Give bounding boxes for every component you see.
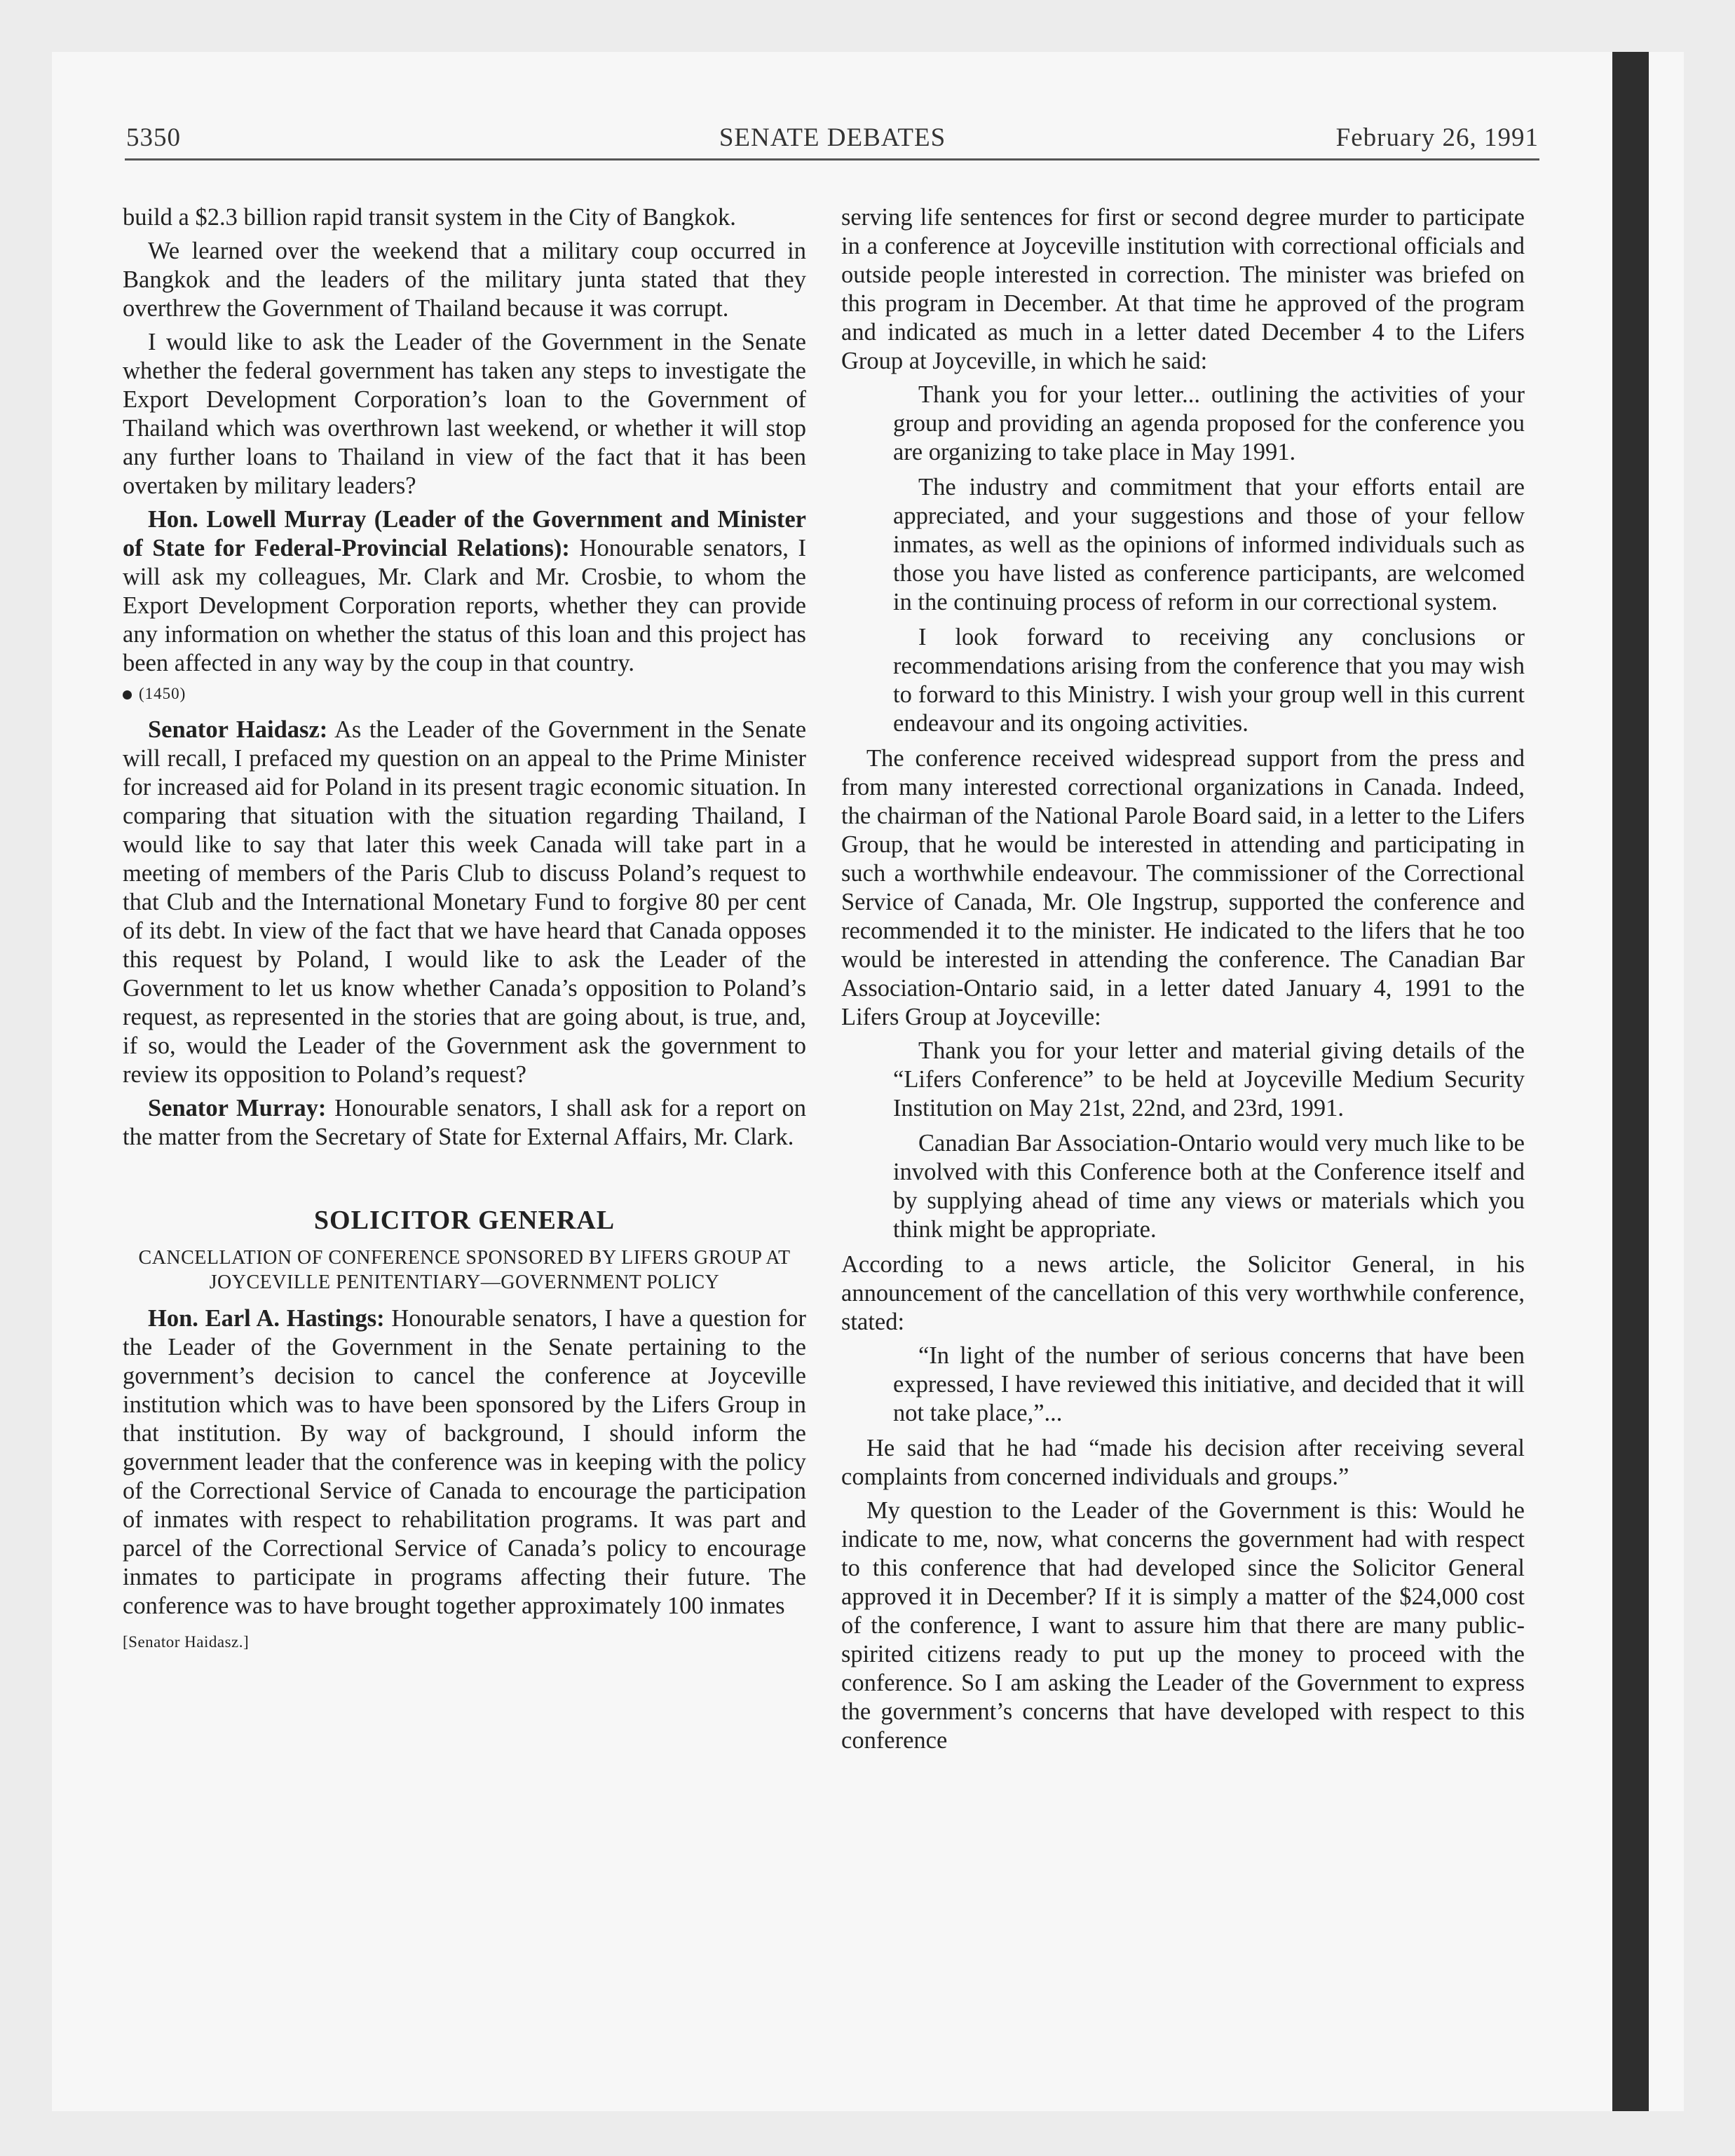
paragraph: My question to the Leader of the Government is this: Would he indicate to me, now, what concerns the government had with respect to this conference that had developed since the Solicitor General approved it in December? If it is simply a matter of the $24,000 cost of the conference, I want to assure him that there are many public-spirited citizens ready to put up the money to proceed with the conference. So I am asking the Leader of the Government to express the government’s concerns that have developed with respect to this conference bbox=[841, 1497, 1525, 1754]
binding-edge bbox=[1612, 52, 1649, 2111]
speech-hastings bbox=[123, 1304, 806, 1621]
header-rule bbox=[125, 158, 1539, 161]
paragraph: I would like to ask the Leader of the Government in the Senate whether the federal government has taken any steps to investigate the Export Development Corporation’s loan to the Government of Thailand which was overthrown last weekend, or whether it will stop any further loans to Thailand in view of the fact that it has been overtaken by military leaders? bbox=[123, 329, 806, 499]
left-column bbox=[123, 203, 806, 1653]
timestamp bbox=[123, 683, 806, 704]
paragraph: According to a news article, the Solicitor General, in his announcement of the cancellation of this very worthwhile conference, stated: bbox=[841, 1251, 1525, 1335]
speech-text: Honourable senators, I have a question for the Leader of the Government in the Senate pertaining to the government’s decision to cancel the conference at Joyceville institution which was to have been sponsored by the Lifers Group in that institution. By way of background, I should inform the government leader that the conference was in keeping with the policy of the Correctional Service of Canada to encourage the participation of inmates with respect to rehabilitation programs. It was part and parcel of the Correctional Service of Canada’s policy to encourage inmates to participate in programs affecting their future. The conference was to have brought together approximately 100 inmates bbox=[123, 1305, 806, 1619]
section-subheading: CANCELLATION OF CONFERENCE SPONSORED BY LIFERS GROUP AT JOYCEVILLE PENITENTIARY—GOVERNMENT POLICY bbox=[138, 1247, 791, 1293]
speaker-footnote: [Senator Haidasz.] bbox=[123, 1633, 250, 1651]
bullet-icon bbox=[123, 690, 132, 700]
paragraph: We learned over the weekend that a military coup occurred in Bangkok and the leaders of the military junta stated that they overthrew the Government of Thailand because it was corrupt. bbox=[123, 238, 806, 322]
block-quote: The industry and commitment that your efforts entail are appreciated, and your suggestions and those of your fellow inmates, as well as the opinions of informed individuals such as those you have listed as conference participants, are welcomed in the continuing process of reform in our correctional system. bbox=[893, 474, 1525, 615]
block-quote: “In light of the number of serious concerns that have been expressed, I have reviewed this initiative, and decided that it will not take place,”... bbox=[893, 1342, 1525, 1426]
block-quote: I look forward to receiving any conclusions or recommendations arising from the conference that you may wish to forward to this Ministry. I wish your group well in this current endeavour and its ongoing activities. bbox=[893, 624, 1525, 737]
block-quote: Thank you for your letter... outlining the activities of your group and providing an agenda proposed for the conference you are organizing to take place in May 1991. bbox=[893, 381, 1525, 465]
publication-title: SENATE DEBATES bbox=[719, 123, 946, 152]
speech-murray bbox=[123, 505, 806, 678]
speech-murray-reply bbox=[123, 1094, 806, 1152]
section-heading: SOLICITOR GENERAL bbox=[313, 1206, 615, 1235]
block-quote: Canadian Bar Association-Ontario would very much like to be involved with this Conference both at the Conference itself and by supplying ahead of time any views or materials which you think might be appropriate. bbox=[893, 1130, 1525, 1243]
speaker-name: Senator Haidasz: bbox=[148, 716, 328, 743]
speech-text: Honourable senators, I will ask my colleagues, Mr. Clark and Mr. Crosbie, to whom the Export Development Corporation reports, whether they can provide any information on whether the status of this loan and this project has been affected in any way by the coup in that country. bbox=[123, 535, 806, 676]
block-quote: Thank you for your letter and material giving details of the “Lifers Conference” to be held at Joyceville Medium Security Institution on May 21st, 22nd, and 23rd, 1991. bbox=[893, 1037, 1525, 1121]
page-number: 5350 bbox=[126, 123, 181, 152]
running-header bbox=[126, 123, 1539, 158]
speaker-name: Hon. Earl A. Hastings: bbox=[148, 1305, 385, 1332]
speech-text: As the Leader of the Government in the Senate will recall, I prefaced my question on an appeal to the Prime Minister for increased aid for Poland in its present tragic economic situation. In comparing that situation with the situation regarding Thailand, I would like to say that later this week Canada will take part in a meeting of members of the Paris Club to discuss Poland’s request to that Club and the International Monetary Fund to forgive 80 per cent of its debt. In view of the fact that we have heard that Canada opposes this request by Poland, I would like to ask the Leader of the Government to let us know whether Canada’s opposition to Poland’s request, as represented in the stories that are going about, is true, and, if so, would the Leader of the Government ask the government to review its opposition to Poland’s request? bbox=[123, 716, 807, 1088]
right-column bbox=[841, 203, 1525, 1760]
timestamp-text: (1450) bbox=[139, 685, 186, 702]
paragraph: He said that he had “made his decision after receiving several complaints from concerned individuals and groups.” bbox=[841, 1435, 1525, 1490]
speaker-name: Senator Murray: bbox=[148, 1095, 327, 1121]
speaker-name: Hon. Lowell Murray (Leader of the Government and Minister of State for Federal-Provincial Relations): bbox=[123, 506, 806, 561]
paragraph: The conference received widespread support from the press and from many interested correctional organizations in Canada. Indeed, the chairman of the National Parole Board said, in a letter to the Lifers Group, that he would be interested in attending and participating in such a worthwhile endeavour. The commissioner of the Correctional Service of Canada, Mr. Ole Ingstrup, supported the conference and recommended it to the minister. He indicated to the lifers that he too would be interested in attending the conference. The Canadian Bar Association-Ontario said, in a letter dated January 4, 1991 to the Lifers Group at Joyceville: bbox=[841, 745, 1525, 1030]
speech-haidasz bbox=[123, 716, 806, 1089]
speech-text: Honourable senators, I shall ask for a report on the matter from the Secretary of State for External Affairs, Mr. Clark. bbox=[123, 1095, 807, 1150]
publication-date: February 26, 1991 bbox=[1335, 123, 1539, 152]
paragraph: build a $2.3 billion rapid transit system in the City of Bangkok. bbox=[123, 204, 736, 231]
paragraph: serving life sentences for first or second degree murder to participate in a conference at Joyceville institution with correctional officials and outside people interested in correction. The minister was briefed on this program in December. At that time he approved of the program and indicated as much in a letter dated December 4 to the Lifers Group at Joyceville, in which he said: bbox=[841, 204, 1525, 374]
